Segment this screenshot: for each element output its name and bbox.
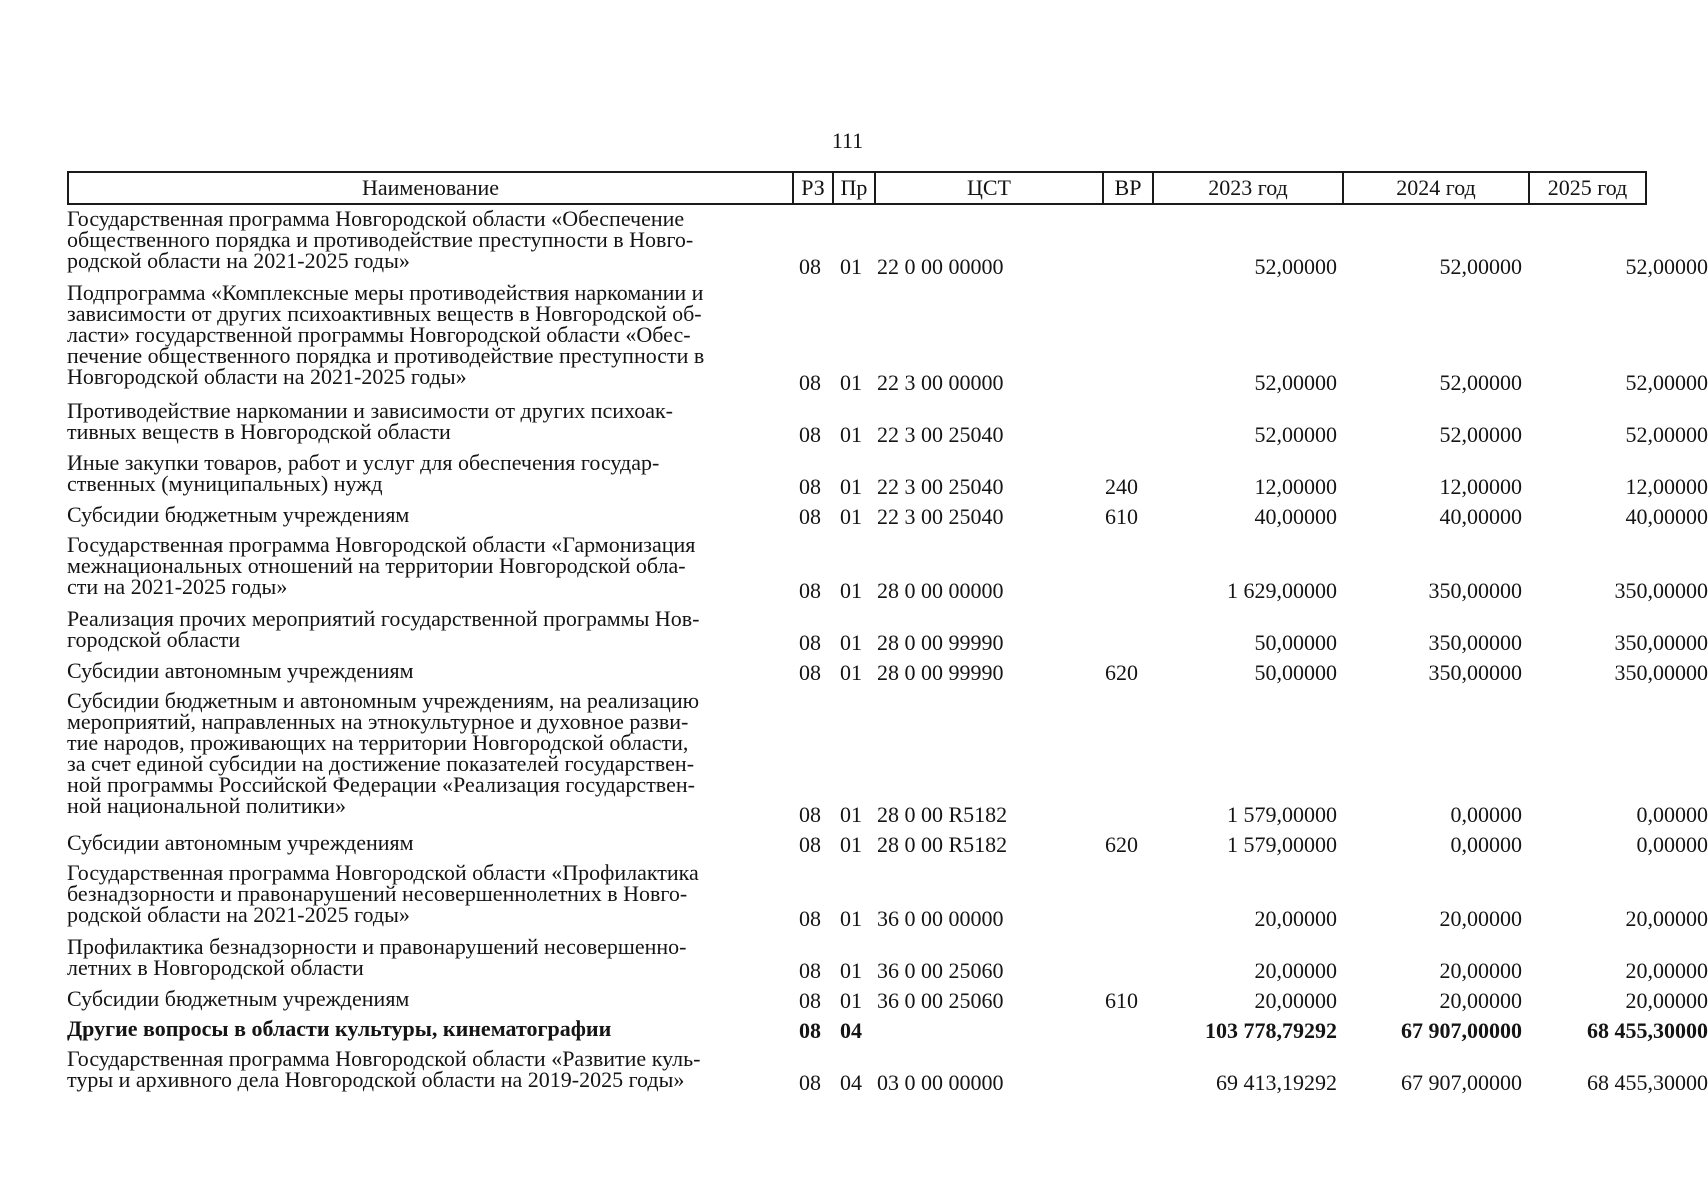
- row-2023: 20,00000: [1254, 958, 1337, 983]
- row-2025: 0,00000: [1636, 802, 1708, 827]
- row-name: Противодействие наркомании и зависимости от других психоак- тивных веществ в Новгородской области: [67, 398, 673, 444]
- row-pr: 01: [840, 578, 862, 603]
- row-name: Государственная программа Новгородской области «Развитие куль- туры и архивного дела Новгородской области на 2019-2025 годы»: [67, 1046, 701, 1092]
- header-rz: РЗ: [792, 173, 832, 203]
- table-row: [67, 280, 1708, 395]
- row-2025: 52,00000: [1625, 370, 1708, 395]
- row-2025: 0,00000: [1636, 832, 1708, 857]
- row-name: Субсидии бюджетным и автономным учреждениям, на реализацию мероприятий, направленных на этнокультурное и духовное разви- тие народов, проживающих на территории Новгородской области, за счет единой субсидии на достижение показателей государствен- ной программы Российской Федерации «Реализация государствен- ной национальной политики»: [67, 688, 700, 818]
- row-2024: 67 907,00000: [1401, 1070, 1522, 1095]
- row-2023: 1 629,00000: [1227, 578, 1337, 603]
- row-2023: 52,00000: [1254, 422, 1337, 447]
- row-pr: 01: [840, 504, 862, 529]
- row-2025: 20,00000: [1625, 906, 1708, 931]
- row-rz: 08: [799, 474, 821, 499]
- row-2023: 103 778,79292: [1205, 1018, 1337, 1043]
- row-name: Иные закупки товаров, работ и услуг для обеспечения государ- ственных (муниципальных) нужд: [67, 450, 660, 496]
- row-pr: 01: [840, 958, 862, 983]
- row-2024: 350,00000: [1428, 660, 1522, 685]
- header-pr: Пр: [832, 173, 874, 203]
- row-cst: 28 0 00 99990: [877, 660, 1004, 685]
- row-2024: 67 907,00000: [1401, 1018, 1522, 1043]
- row-name: Субсидии бюджетным учреждениям: [67, 986, 410, 1011]
- row-vr: 620: [1105, 832, 1138, 857]
- row-name: Субсидии автономным учреждениям: [67, 658, 414, 683]
- row-rz: 08: [799, 906, 821, 931]
- row-2024: 12,00000: [1439, 474, 1522, 499]
- row-cst: 36 0 00 25060: [877, 988, 1004, 1013]
- row-2024: 20,00000: [1439, 988, 1522, 1013]
- table-header: [67, 171, 1647, 205]
- row-name: Государственная программа Новгородской области «Обеспечение общественного порядка и противодействие преступности в Новго- родской области на 2021-2025 годы»: [67, 206, 694, 273]
- table-row: [67, 532, 1708, 603]
- row-name: Реализация прочих мероприятий государственной программы Нов- городской области: [67, 606, 700, 652]
- row-cst: 28 0 00 00000: [877, 578, 1004, 603]
- row-name: Государственная программа Новгородской области «Гармонизация межнациональных отношений на территории Новгородской обла- сти на 2021-2025 годы»: [67, 532, 696, 599]
- header-vr: ВР: [1102, 173, 1152, 203]
- row-2023: 1 579,00000: [1227, 832, 1337, 857]
- row-name: Субсидии бюджетным учреждениям: [67, 502, 410, 527]
- table-row: [67, 606, 1708, 655]
- row-name: Подпрограмма «Комплексные меры противодействия наркомании и зависимости от других психоактивных веществ в Новгородской об- ласти» государственной программы Новгородской области «Обес- печение общественного порядка и противодействие преступности в Новгородской области на 2021-2025 годы»: [67, 280, 705, 389]
- row-cst: 03 0 00 00000: [877, 1070, 1004, 1095]
- row-2025: 20,00000: [1625, 958, 1708, 983]
- row-2025: 68 455,30000: [1587, 1018, 1708, 1043]
- row-2024: 20,00000: [1439, 958, 1522, 983]
- row-2024: 350,00000: [1428, 578, 1522, 603]
- row-rz: 08: [799, 988, 821, 1013]
- row-2023: 20,00000: [1254, 906, 1337, 931]
- row-2025: 12,00000: [1625, 474, 1708, 499]
- row-name: Субсидии автономным учреждениям: [67, 830, 414, 855]
- row-2025: 350,00000: [1614, 578, 1708, 603]
- row-2025: 52,00000: [1625, 422, 1708, 447]
- row-2023: 50,00000: [1254, 660, 1337, 685]
- row-pr: 01: [840, 254, 862, 279]
- row-2024: 20,00000: [1439, 906, 1522, 931]
- row-2023: 52,00000: [1254, 370, 1337, 395]
- row-rz: 08: [799, 802, 821, 827]
- row-pr: 01: [840, 422, 862, 447]
- row-pr: 01: [840, 988, 862, 1013]
- row-pr: 01: [840, 660, 862, 685]
- row-pr: 01: [840, 906, 862, 931]
- row-vr: 610: [1105, 988, 1138, 1013]
- table-row: [67, 830, 1708, 857]
- row-2025: 40,00000: [1625, 504, 1708, 529]
- row-name: Профилактика безнадзорности и правонарушений несовершенно- летних в Новгородской области: [67, 934, 687, 980]
- row-rz: 08: [799, 832, 821, 857]
- table-row: [67, 658, 1708, 685]
- table-row: [67, 688, 1708, 827]
- row-2025: 68 455,30000: [1587, 1070, 1708, 1095]
- table-row: [67, 934, 1708, 983]
- row-cst: 22 3 00 25040: [877, 422, 1004, 447]
- table-row: [67, 860, 1708, 931]
- row-2024: 52,00000: [1439, 422, 1522, 447]
- row-2023: 40,00000: [1254, 504, 1337, 529]
- row-rz: 08: [799, 504, 821, 529]
- table-row: [67, 450, 1708, 499]
- row-name: Государственная программа Новгородской области «Профилактика безнадзорности и правонарушений несовершеннолетних в Новго- родской области на 2021-2025 годы»: [67, 860, 699, 927]
- row-2024: 0,00000: [1450, 802, 1522, 827]
- row-vr: 610: [1105, 504, 1138, 529]
- row-2024: 52,00000: [1439, 254, 1522, 279]
- row-vr: 620: [1105, 660, 1138, 685]
- row-2024: 52,00000: [1439, 370, 1522, 395]
- row-cst: 28 0 00 R5182: [877, 802, 1008, 827]
- row-cst: 28 0 00 99990: [877, 630, 1004, 655]
- row-cst: 28 0 00 R5182: [877, 832, 1008, 857]
- row-2025: 350,00000: [1614, 630, 1708, 655]
- row-rz: 08: [799, 660, 821, 685]
- section-total-row: [67, 1016, 1708, 1043]
- row-cst: 36 0 00 00000: [877, 906, 1004, 931]
- page-number: 111: [831, 128, 864, 153]
- table-row: [67, 986, 1708, 1013]
- row-rz: 08: [799, 1070, 821, 1095]
- row-rz: 08: [799, 578, 821, 603]
- row-2025: 350,00000: [1614, 660, 1708, 685]
- row-2023: 20,00000: [1254, 988, 1337, 1013]
- row-pr: 04: [840, 1018, 862, 1043]
- row-2025: 52,00000: [1625, 254, 1708, 279]
- row-cst: 22 3 00 25040: [877, 504, 1004, 529]
- header-cst: ЦСТ: [874, 173, 1102, 203]
- row-2024: 40,00000: [1439, 504, 1522, 529]
- row-pr: 01: [840, 630, 862, 655]
- row-2023: 52,00000: [1254, 254, 1337, 279]
- row-2023: 50,00000: [1254, 630, 1337, 655]
- row-pr: 01: [840, 802, 862, 827]
- header-2025: 2025 год: [1528, 173, 1645, 203]
- row-2024: 350,00000: [1428, 630, 1522, 655]
- row-cst: 22 3 00 00000: [877, 370, 1004, 395]
- table-row: [67, 502, 1708, 529]
- row-2023: 1 579,00000: [1227, 802, 1337, 827]
- row-vr: 240: [1105, 474, 1138, 499]
- row-name: Другие вопросы в области культуры, кинематографии: [67, 1016, 612, 1041]
- row-cst: 22 0 00 00000: [877, 254, 1004, 279]
- header-name: Наименование: [361, 175, 500, 200]
- row-cst: 22 3 00 25040: [877, 474, 1004, 499]
- row-rz: 08: [799, 958, 821, 983]
- row-2025: 20,00000: [1625, 988, 1708, 1013]
- header-2024: 2024 год: [1342, 173, 1528, 203]
- table-row: [67, 398, 1708, 447]
- row-rz: 08: [799, 422, 821, 447]
- row-rz: 08: [799, 254, 821, 279]
- row-rz: 08: [799, 1018, 821, 1043]
- row-pr: 01: [840, 832, 862, 857]
- row-pr: 01: [840, 370, 862, 395]
- row-pr: 01: [840, 474, 862, 499]
- row-2023: 69 413,19292: [1216, 1070, 1337, 1095]
- header-2023: 2023 год: [1152, 173, 1342, 203]
- table-row: [67, 206, 1708, 279]
- table-row: [67, 1046, 1708, 1095]
- row-2024: 0,00000: [1450, 832, 1522, 857]
- row-2023: 12,00000: [1254, 474, 1337, 499]
- row-pr: 04: [840, 1070, 862, 1095]
- row-rz: 08: [799, 630, 821, 655]
- row-rz: 08: [799, 370, 821, 395]
- row-cst: 36 0 00 25060: [877, 958, 1004, 983]
